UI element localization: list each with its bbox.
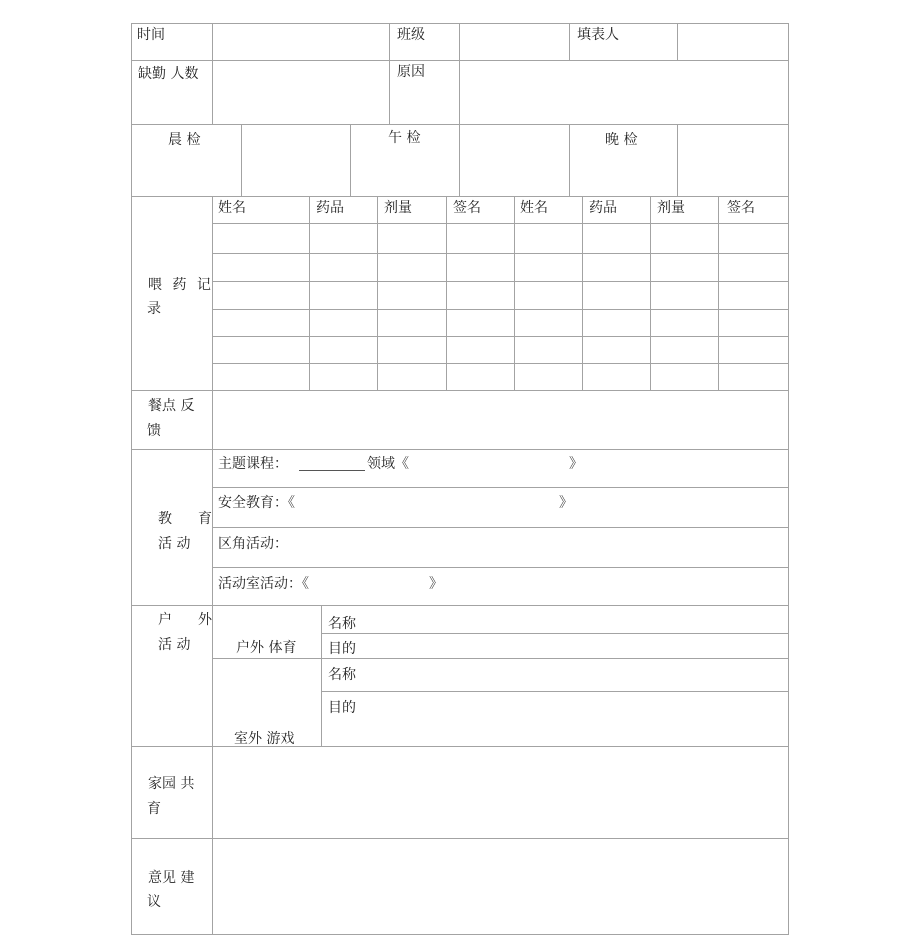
cell-dosage[interactable] [377, 336, 446, 363]
cell-signature[interactable] [446, 281, 514, 309]
cell-medicine[interactable] [309, 224, 377, 253]
cell-name[interactable] [213, 336, 309, 363]
cell-dosage[interactable] [377, 281, 446, 309]
game-purpose-label: 目的 [328, 700, 356, 716]
cell-dosage[interactable] [650, 224, 718, 253]
cell-signature[interactable] [446, 336, 514, 363]
divider [389, 23, 390, 124]
cell-name[interactable] [213, 224, 309, 253]
cell-medicine[interactable] [309, 309, 377, 336]
header-medicine-2: 药品 [589, 200, 617, 216]
pe-name-label: 名称 [328, 616, 356, 632]
class-field[interactable] [460, 24, 569, 60]
cell-name[interactable] [514, 336, 582, 363]
pe-purpose-row[interactable] [322, 634, 788, 658]
header-name-2: 姓名 [520, 200, 548, 216]
suggestions-label: 意见 建 [148, 870, 195, 886]
header-dosage-1: 剂量 [384, 200, 412, 216]
cell-name[interactable] [514, 363, 582, 390]
filler-field[interactable] [678, 24, 788, 60]
cell-signature[interactable] [718, 281, 788, 309]
room-close: 》 [429, 576, 443, 592]
evening-check-label: 晚 检 [605, 132, 638, 148]
cell-dosage[interactable] [650, 336, 718, 363]
education-label-a: 教 [158, 511, 172, 527]
cell-medicine[interactable] [582, 309, 650, 336]
evening-check-field[interactable] [678, 125, 788, 196]
cell-signature[interactable] [718, 363, 788, 390]
cell-dosage[interactable] [377, 253, 446, 281]
medicine-table-body [213, 224, 788, 390]
time-label: 时间 [137, 27, 165, 43]
morning-check-field[interactable] [242, 125, 350, 196]
cell-name[interactable] [213, 253, 309, 281]
border-bottom [131, 934, 789, 935]
cell-signature[interactable] [446, 253, 514, 281]
domain-close: 》 [569, 456, 583, 472]
home-school-field[interactable] [213, 747, 788, 838]
outdoor-label-a: 户 [158, 612, 172, 628]
meal-feedback-label-cont: 馈 [147, 423, 161, 439]
meal-feedback-label: 餐点 反 [148, 398, 195, 414]
header-signature-1: 签名 [453, 200, 481, 216]
cell-name[interactable] [213, 281, 309, 309]
theme-course-label: 主题课程： [218, 456, 288, 472]
suggestions-label-cont: 议 [147, 894, 161, 910]
theme-course-row[interactable] [213, 450, 788, 487]
divider [569, 124, 570, 196]
outdoor-game-label: 室外 游戏 [234, 731, 295, 747]
header-signature-2: 签名 [727, 200, 755, 216]
outdoor-label-cont: 活 动 [158, 637, 191, 653]
cell-signature[interactable] [718, 336, 788, 363]
cell-signature[interactable] [718, 309, 788, 336]
border-right [788, 23, 789, 935]
noon-check-label: 午 检 [388, 130, 421, 146]
game-purpose-row[interactable] [322, 692, 788, 746]
education-label-b: 育 [198, 511, 212, 527]
time-field[interactable] [213, 24, 389, 60]
meal-feedback-field[interactable] [213, 391, 788, 449]
reason-label: 原因 [397, 64, 425, 80]
cell-dosage[interactable] [377, 224, 446, 253]
reason-field[interactable] [460, 61, 788, 124]
absence-count-field[interactable] [213, 61, 389, 124]
theme-course-blank[interactable] [299, 470, 365, 471]
cell-name[interactable] [514, 253, 582, 281]
room-activity-row[interactable] [213, 568, 788, 605]
cell-signature[interactable] [446, 309, 514, 336]
cell-name[interactable] [514, 309, 582, 336]
cell-medicine[interactable] [582, 224, 650, 253]
cell-signature[interactable] [446, 363, 514, 390]
cell-medicine[interactable] [582, 363, 650, 390]
cell-medicine[interactable] [582, 253, 650, 281]
medicine-record-label-cont: 录 [147, 301, 161, 317]
class-label: 班级 [397, 27, 425, 43]
noon-check-field[interactable] [460, 125, 569, 196]
pe-name-row[interactable] [322, 606, 788, 633]
suggestions-field[interactable] [213, 839, 788, 934]
safety-education-label: 安全教育：《 [218, 495, 295, 511]
medicine-record-label: 喂 药 记 [148, 277, 214, 293]
game-name-row[interactable] [322, 659, 788, 691]
room-activity-label: 活动室活动：《 [218, 576, 309, 592]
filler-label: 填表人 [577, 27, 619, 43]
outdoor-pe-label: 户外 体育 [236, 640, 297, 656]
pe-purpose-label: 目的 [328, 641, 356, 657]
absence-count-label: 缺勤 人数 [138, 66, 199, 82]
border-left [131, 23, 132, 935]
header-dosage-2: 剂量 [657, 200, 685, 216]
cell-medicine[interactable] [309, 336, 377, 363]
divider [569, 23, 570, 60]
corner-activity-row[interactable] [213, 528, 788, 567]
cell-name[interactable] [213, 309, 309, 336]
cell-medicine[interactable] [582, 336, 650, 363]
cell-medicine[interactable] [309, 253, 377, 281]
cell-medicine[interactable] [309, 363, 377, 390]
header-medicine-1: 药品 [316, 200, 344, 216]
cell-signature[interactable] [718, 224, 788, 253]
cell-name[interactable] [213, 363, 309, 390]
row3-bottom [131, 196, 789, 197]
cell-dosage[interactable] [377, 309, 446, 336]
cell-name[interactable] [514, 281, 582, 309]
home-school-label: 家园 共 [148, 776, 195, 792]
cell-dosage[interactable] [650, 281, 718, 309]
cell-signature[interactable] [718, 253, 788, 281]
game-name-label: 名称 [328, 667, 356, 683]
cell-dosage[interactable] [650, 363, 718, 390]
cell-name[interactable] [514, 224, 582, 253]
safety-close: 》 [559, 495, 573, 511]
education-label-cont: 活 动 [158, 536, 191, 552]
cell-dosage[interactable] [377, 363, 446, 390]
corner-activity-label: 区角活动： [218, 536, 288, 552]
cell-dosage[interactable] [650, 309, 718, 336]
cell-signature[interactable] [446, 224, 514, 253]
morning-check-label: 晨 检 [168, 132, 201, 148]
safety-education-row[interactable] [213, 488, 788, 527]
cell-medicine[interactable] [309, 281, 377, 309]
cell-medicine[interactable] [582, 281, 650, 309]
domain-open: 领域《 [367, 456, 409, 472]
home-school-label-cont: 育 [147, 801, 161, 817]
cell-dosage[interactable] [650, 253, 718, 281]
divider [350, 124, 351, 196]
outdoor-label-b: 外 [198, 612, 212, 628]
header-name-1: 姓名 [218, 200, 246, 216]
